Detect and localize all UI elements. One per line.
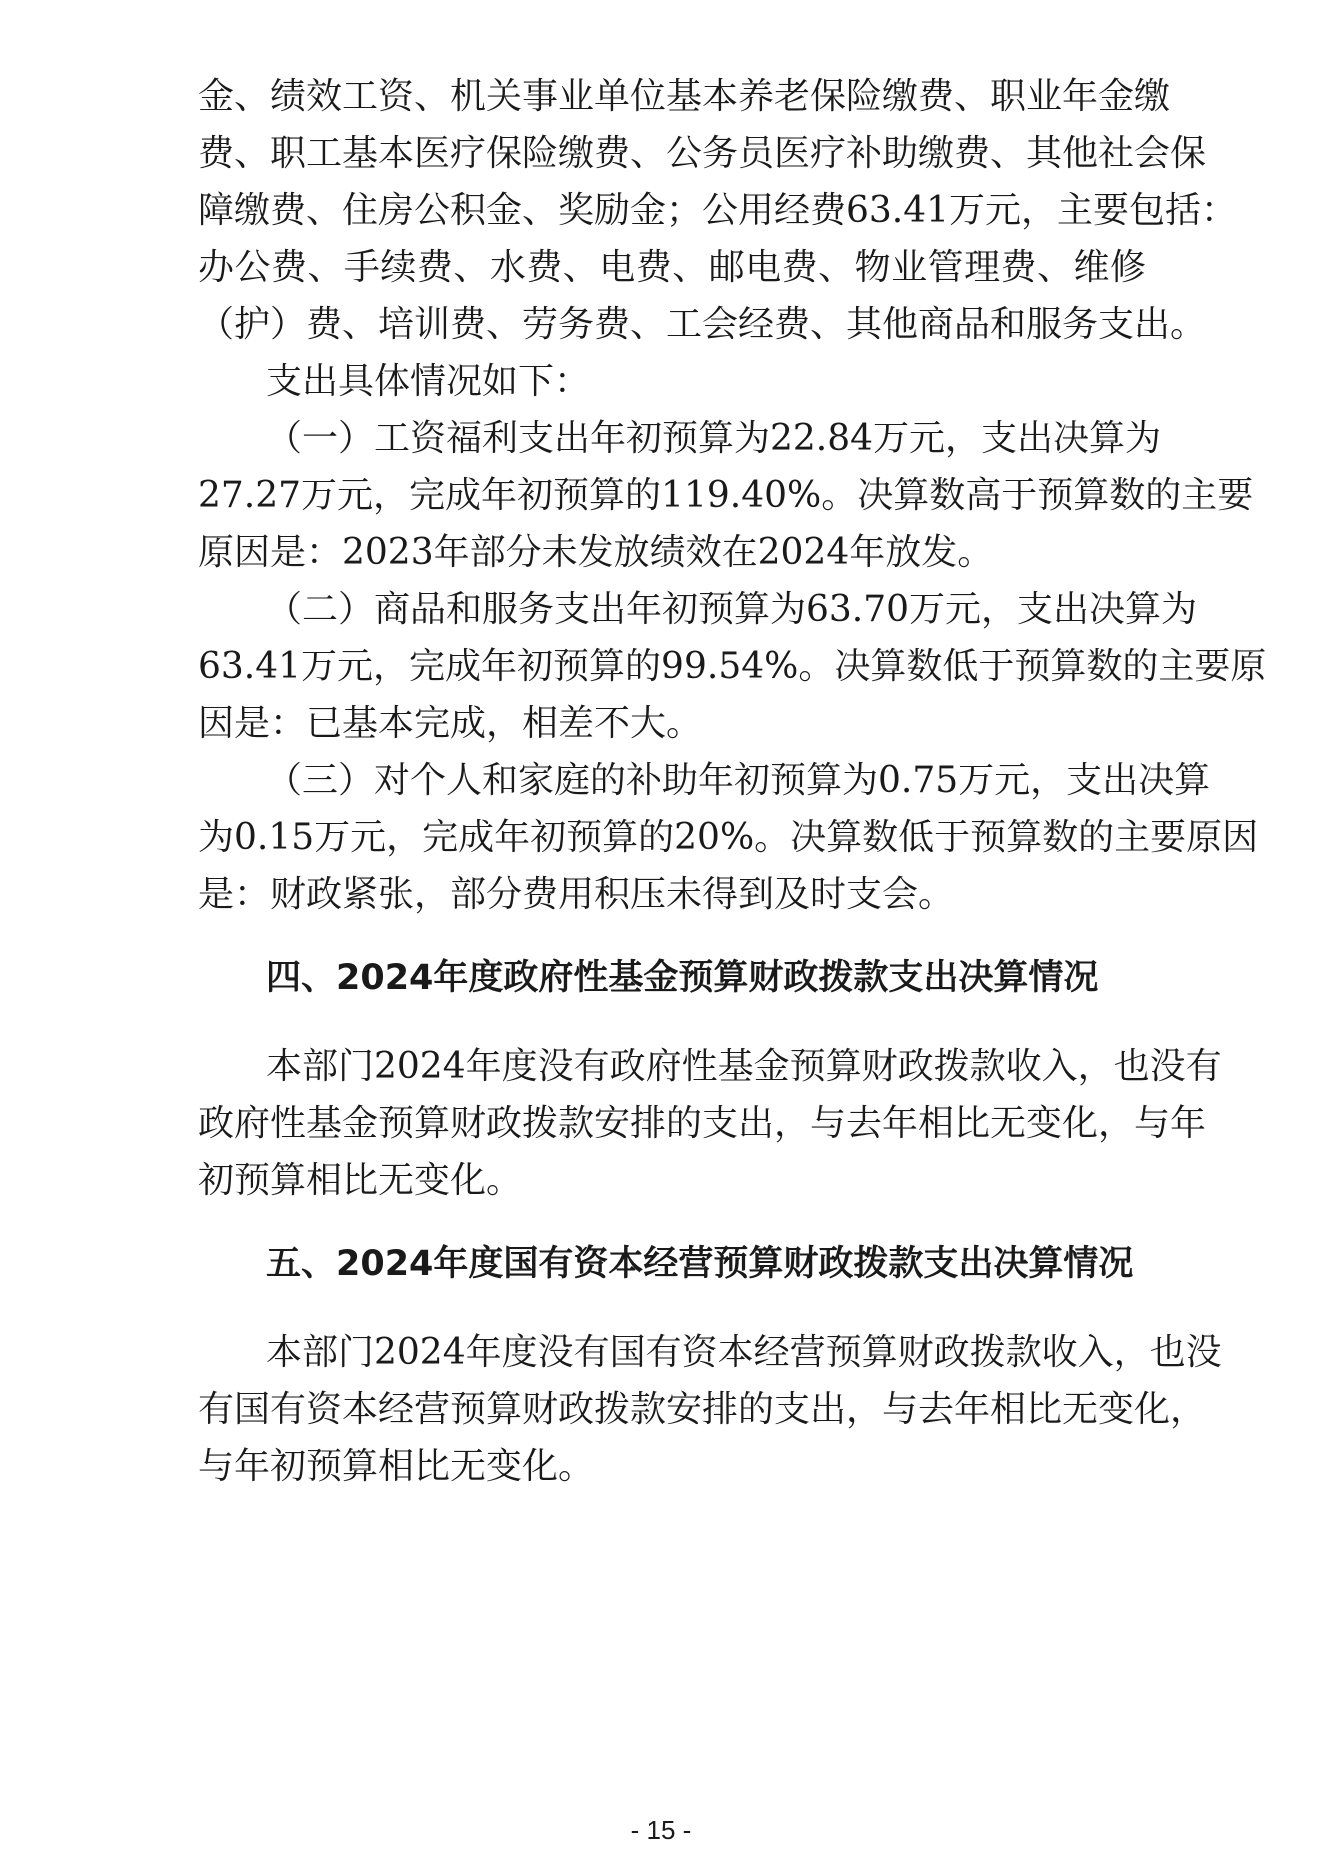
body-text-line: 与年初预算相比无变化。	[198, 1446, 595, 1487]
body-text-line: 本部门2024年度没有政府性基金预算财政拨款收入，也没有	[266, 1046, 1222, 1087]
body-text-line: 63.41万元，完成年初预算的99.54%。决算数低于预算数的主要原	[198, 646, 1267, 687]
body-text-line: 政府性基金预算财政拨款安排的支出，与去年相比无变化，与年	[198, 1103, 1207, 1144]
body-text-line: 费、职工基本医疗保险缴费、公务员医疗补助缴费、其他社会保	[198, 133, 1207, 174]
body-text-line: 原因是：2023年部分未发放绩效在2024年放发。	[198, 532, 994, 573]
page-number: - 15 -	[630, 1815, 692, 1845]
body-text-line: 因是：已基本完成，相差不大。	[198, 703, 703, 744]
body-text-line: 为0.15万元，完成年初预算的20%。决算数低于预算数的主要原因	[198, 817, 1259, 858]
body-text-line: （二）商品和服务支出年初预算为63.70万元，支出决算为	[266, 589, 1198, 630]
body-text-line: （三）对个人和家庭的补助年初预算为0.75万元，支出决算	[266, 760, 1211, 801]
body-text-line: （一）工资福利支出年初预算为22.84万元，支出决算为	[266, 418, 1162, 459]
body-text-line: 是：财政紧张，部分费用积压未得到及时支会。	[198, 874, 955, 915]
section-heading: 五、2024年度国有资本经营预算财政拨款支出决算情况	[266, 1244, 1134, 1284]
section-heading: 四、2024年度政府性基金预算财政拨款支出决算情况	[266, 958, 1099, 998]
body-text-line: 障缴费、住房公积金、奖励金；公用经费63.41万元，主要包括：	[198, 190, 1238, 231]
body-text-line: 有国有资本经营预算财政拨款安排的支出，与去年相比无变化，	[198, 1389, 1207, 1430]
body-text-line: 本部门2024年度没有国有资本经营预算财政拨款收入，也没	[266, 1332, 1222, 1373]
body-text-line: 支出具体情况如下：	[266, 361, 591, 402]
body-text-line: 27.27万元，完成年初预算的119.40%。决算数高于预算数的主要	[198, 475, 1254, 516]
body-text-line: 办公费、手续费、水费、电费、邮电费、物业管理费、维修	[198, 247, 1146, 288]
body-text-line: （护）费、培训费、劳务费、工会经费、其他商品和服务支出。	[198, 304, 1207, 345]
body-text-line: 金、绩效工资、机关事业单位基本养老保险缴费、职业年金缴	[198, 76, 1171, 117]
body-text-line: 初预算相比无变化。	[198, 1160, 523, 1201]
